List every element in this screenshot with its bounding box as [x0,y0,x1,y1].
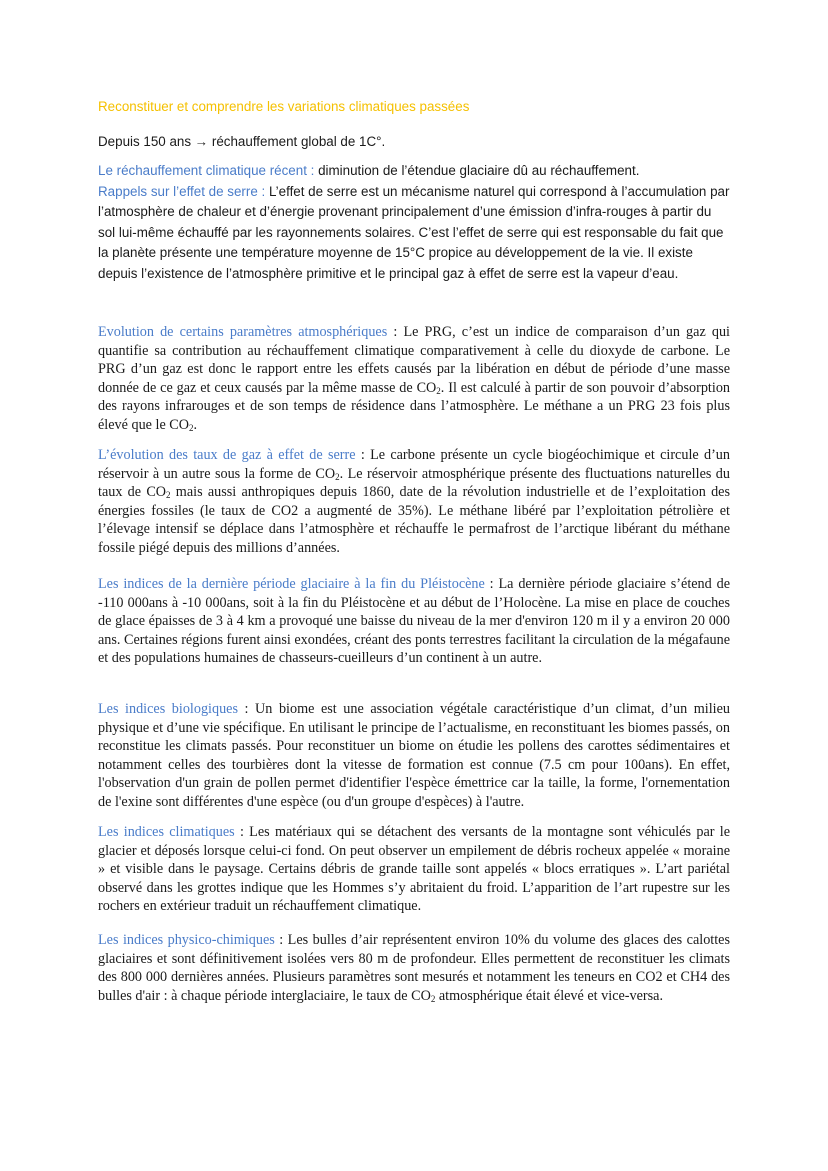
paragraph-text: . [193,416,198,433]
section-ges [98,446,730,558]
subscript: 2 [189,422,194,433]
section-glaciaire [98,575,730,668]
section-heading: Les indices climatiques [98,824,235,840]
section-heading: L’évolution des taux de gaz à effet de serre [98,447,356,463]
paragraph-text: . Le réservoir atmosphérique présente des fluctuations naturelles du taux de CO [98,465,730,501]
section-climatiques [98,823,730,916]
section-heading: Le réchauffement climatique récent : [98,163,315,178]
section-physico-chimiques [98,931,730,1005]
paragraph-text: mais aussi anthropiques depuis 1860, date de la révolution industrielle et de l’exploitation des énergies fossiles (le taux de CO2 a augmenté de 35%). Le méthane libéré par l’exploitation pétrolière et l’élevage intensif se déplace dans l’atmosphère et réchauffe le permafrost de l’arctique libérant du méthane fossile piégé depuis des millions d’années. [98,484,730,556]
paragraph-text: : La dernière période glaciaire s’étend de -110 000ans à -10 000ans, soit à la fin du Pléistocène et au début de l’Holocène. La mise en place de couches de glace épaisses de 3 à 4 km a provoqué une baisse du niveau de la mer d'environ 120 m il y a environ 20 000 ans. Certaines régions furent ainsi exondées, créant des ponts terrestres facilitant la circulation de la mégafaune et des populations humaines de chasseurs-cueilleurs d’un continent à un autre. [98,576,731,667]
document-title: Reconstituer et comprendre les variations climatiques passées [98,99,470,114]
paragraph-text: : Un biome est une association végétale caractéristique d’un climat, d’un milieu physique et d’une vie spécifique. En utilisant le principe de l’actualisme, en reconstituant les biomes passés, on reconstitue les climats passés. Pour reconstituer un biome on étudie les pollens des carottes sédimentaires et notamment celles des tourbières dont la vitesse de formation est connue (7.5 cm pour 100ans). En effet, l'observation d'un grain de pollen permet d'identifier l'espèce émettrice car la taille, la forme, l'ornementation de l'exine sont différentes d'une espèce (ou d'un groupe d'espèces) à l'autre. [98,701,730,810]
subscript: 2 [430,993,436,1004]
section-heading: Les indices physico-chimiques [98,932,275,948]
intro-block [98,161,730,284]
subscript: 2 [436,385,441,396]
paragraph-text: : Les matériaux qui se détachent des versants de la montagne sont véhiculés par le glacier et déposés lorsque celui-ci fond. On peut observer un empilement de débris rocheux appelée « moraine » et visible dans le paysage. Certains débris de grande taille sont appelés « blocs erratiques ». L’art pariétal observé dans les grottes indique que les Hommes s’y abritaient du froid. L’apparition de l’art rupestre sur les rochers en extérieur traduit un réchauffement climatique. [98,824,730,915]
section-prg [98,323,730,435]
intro-line: Depuis 150 ans → réchauffement global de 1C°. [98,134,386,149]
subscript: 2 [166,490,171,501]
paragraph-text: . Il est calculé à partir de son pouvoir d’absorption des rayons infrarouges et de son temps de résidence dans l’atmosphère. Le méthane a un PRG 23 fois plus élevé que le CO [98,379,731,433]
section-heading: Rappels sur l’effet de serre : [98,183,266,199]
subscript: 2 [335,471,340,482]
paragraph-text: : Le PRG, c’est un indice de comparaison d’un gaz qui quantifie sa contribution au réchauffement climatique comparativement à celle du dioxyde de carbone. Le PRG d’un gaz est donc le rapport entre les effets causés par la libération en début de période d’une masse donnée de ce gaz et ceux causés par la même masse de CO [98,324,731,396]
paragraph-text: : Les bulles d’air représentent environ 10% du volume des glaces des calottes glaciaires et sont définitivement isolées vers 80 m de profondeur. Elles permettent de reconstituer les climats des 800 000 dernières années. Plusieurs paramètres sont mesurés et notamment les teneurs en CO2 et CH4 des bulles d'air : à chaque période interglaciaire, le taux de CO [98,932,730,1004]
recent-warming-paragraph [98,161,730,182]
section-heading: Les indices de la dernière période glaciaire à la fin du Pléistocène [98,576,485,592]
paragraph-text: atmosphérique était élevé et vice-versa. [435,987,663,1004]
section-biologiques [98,700,730,812]
section-heading: Les indices biologiques [98,701,238,717]
paragraph-text: L’effet de serre est un mécanisme naturel qui correspond à l’accumulation par l’atmosphère de chaleur et d’énergie provenant principalement d’une émission d’infra-rouges à partir du sol lui-même échauffé par les rayonnements solaires. C’est l’effet de serre qui est responsable du fait que la planète présente une température moyenne de 15°C propice au développement de la vie. Il existe depuis l’existence de l’atmosphère primitive et le principal gaz à effet de serre est la vapeur d’eau. [98,183,730,281]
paragraph-text: diminution de l’étendue glaciaire dû au réchauffement. [314,163,640,178]
greenhouse-paragraph [98,182,730,285]
section-heading: Evolution de certains paramètres atmosphériques [98,324,388,340]
paragraph-text: : Le carbone présente un cycle biogéochimique et circule d’un réservoir à un autre sous la forme de CO [98,447,730,482]
